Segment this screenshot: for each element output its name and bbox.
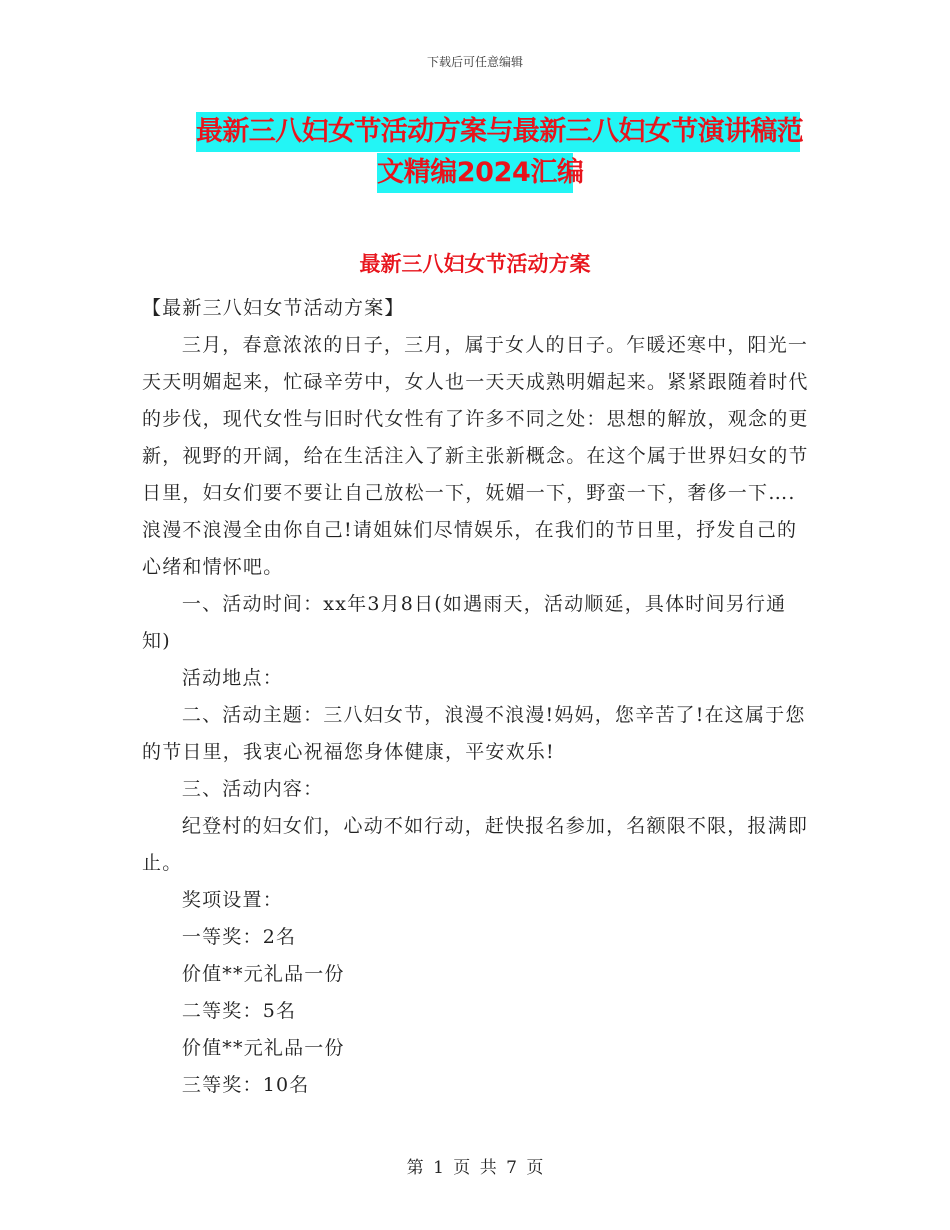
paragraph-activity-content: 纪登村的妇女们，心动不如行动，赶快报名参加，名额限不限，报满即止。 [142, 815, 809, 874]
paragraph-second-prize: 二等奖：5名 [181, 1000, 297, 1022]
page-number-footer: 第 1 页 共 7 页 [406, 1158, 544, 1178]
document-title-line-2: 文精编2024汇编 [377, 153, 573, 193]
paragraph-second-prize-value: 价值**元礼品一份 [181, 1037, 345, 1059]
header-note: 下载后可任意编辑 [426, 55, 523, 69]
paragraph-activity-time: 一、活动时间：xx年3月8日(如遇雨天，活动顺延，具体时间另行通知) [142, 593, 787, 652]
paragraph-intro: 三月，春意浓浓的日子，三月，属于女人的日子。乍暖还寒中，阳光一天天明媚起来，忙碌辛劳中，女人也一天天成熟明媚起来。紧紧跟随着时代的步伐，现代女性与旧时代女性有了许多不同之处：思想的解放，观念的更新，视野的开阔，给在生活注入了新主张新概念。在这个属于世界妇女的节日里，妇女们要不要让自己放松一下，妩媚一下，野蛮一下，奢侈一下….浪漫不浪漫全由你自己!请姐妹们尽情娱乐，在我们的节日里，抒发自己的心绪和情怀吧。 [142, 334, 809, 578]
paragraph-awards-heading: 奖项设置： [181, 889, 283, 911]
section-title: 最新三八妇女节活动方案 [359, 252, 591, 276]
paragraph-first-prize-value: 价值**元礼品一份 [181, 963, 345, 985]
paragraph-activity-theme: 二、活动主题：三八妇女节，浪漫不浪漫!妈妈，您辛苦了!在这属于您的节日里，我衷心祝福您身体健康，平安欢乐! [142, 704, 806, 763]
paragraph-activity-location: 活动地点： [181, 667, 283, 689]
paragraph-activity-content-heading: 三、活动内容： [181, 778, 324, 800]
document-title-line-1: 最新三八妇女节活动方案与最新三八妇女节演讲稿范 [196, 112, 800, 152]
paragraph-first-prize: 一等奖：2名 [181, 926, 297, 948]
paragraph-third-prize: 三等奖：10名 [181, 1074, 310, 1096]
paragraph-bracket-heading: 【最新三八妇女节活动方案】 [142, 297, 405, 319]
document-body [142, 290, 812, 1104]
